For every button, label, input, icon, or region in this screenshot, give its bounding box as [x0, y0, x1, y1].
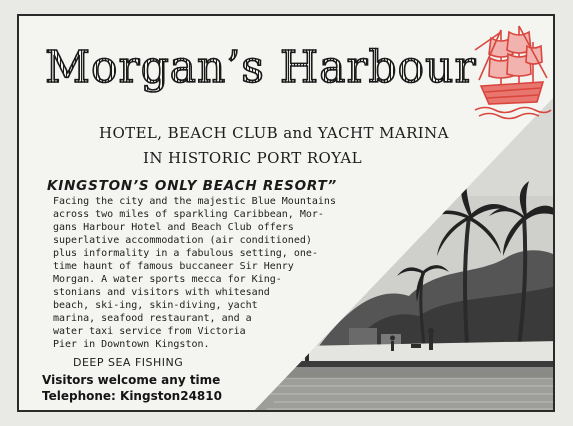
subtitle-line-2: IN HISTORIC PORT ROYAL	[143, 149, 362, 167]
visitors-welcome-text: Visitors welcome any time	[42, 373, 221, 387]
telephone-text: Telephone: Kingston24810	[42, 389, 222, 403]
body-line: Morgan. A water sports mecca for King-	[53, 274, 282, 285]
body-line: superlative accommodation (air conditioned)	[53, 235, 312, 246]
deep-sea-fishing-label: DEEP SEA FISHING	[73, 356, 184, 369]
body-line: time haunt of famous buccaneer Sir Henry	[53, 261, 294, 272]
body-line: stonians and visitors with whitesand	[53, 287, 270, 298]
body-line: water taxi service from Victoria	[53, 326, 246, 337]
body-line: marina, seafood restaurant, and a	[53, 313, 252, 324]
body-line: beach, ski-ing, skin-diving, yacht	[53, 300, 258, 311]
ad-title: Morgan’s Harbour	[45, 42, 477, 93]
body-line: Facing the city and the majestic Blue Mountains	[53, 196, 336, 207]
body-copy	[53, 195, 413, 351]
body-line: across two miles of sparkling Caribbean, Mor-	[53, 209, 324, 220]
body-line: Pier in Downtown Kingston.	[53, 339, 210, 350]
advertisement	[17, 14, 555, 412]
headline: KINGSTON’S ONLY BEACH RESORT”	[47, 178, 338, 194]
body-line: gans Harbour Hotel and Beach Club offers	[53, 222, 294, 233]
body-line: plus informality in a fabulous setting, one-	[53, 248, 318, 259]
pirate-ship-logo-icon	[471, 20, 553, 120]
subtitle-line-1: HOTEL, BEACH CLUB and YACHT MARINA	[99, 124, 449, 142]
